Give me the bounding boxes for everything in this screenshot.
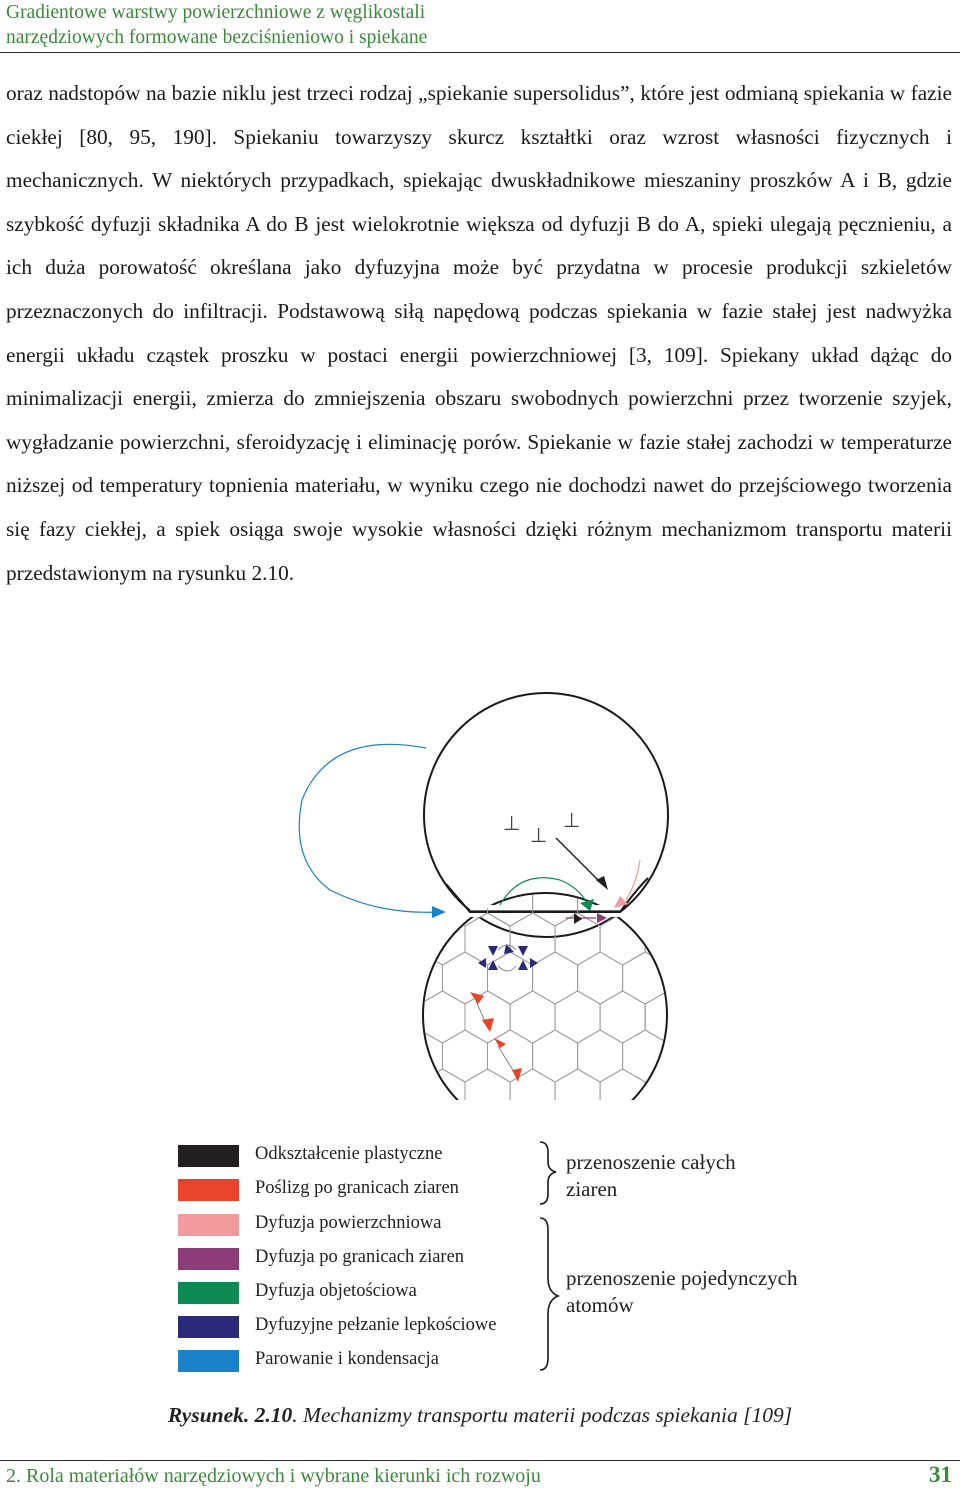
grain-cell: [668, 874, 713, 926]
body-text: [6, 72, 952, 595]
page-number: 31: [929, 1462, 952, 1487]
legend-swatch: [178, 1350, 239, 1372]
caption-prefix: Rysunek. 2.10: [167, 1403, 293, 1427]
grain-cell: [713, 952, 758, 1004]
grain-cell: [465, 913, 510, 965]
bottom-particle: [423, 893, 667, 1100]
volume-diffusion-arc: [500, 878, 588, 905]
brace-single-atoms: [540, 1218, 558, 1370]
running-footer: 2. Rola materiałów narzędziowych i wybrane kierunki ich rozwoju: [6, 1465, 541, 1487]
dislocation-symbol: ⊥: [503, 811, 521, 835]
grain-cell: [510, 913, 555, 965]
dislocation-symbol: ⊥: [530, 823, 548, 847]
grain-cell: [735, 991, 780, 1043]
legend-label: Odkształcenie plastyczne: [255, 1144, 443, 1164]
legend-label: Dyfuzja powierzchniowa: [255, 1213, 442, 1233]
dislocation-symbol: ⊥: [563, 808, 581, 832]
evaporation-arc: [299, 744, 438, 912]
grain-cell: [690, 991, 735, 1043]
caption-text: . Mechanizmy transportu materii podczas spiekania [109]: [292, 1403, 793, 1427]
legend-swatch: [178, 1282, 239, 1304]
grain-cell: [600, 1069, 645, 1100]
plastic-arrow-line: [556, 838, 602, 884]
grain-cell: [533, 952, 578, 1004]
grain-cell: [488, 952, 533, 1004]
header-line-2: narzędziowych formowane bezciśnieniowo i spiekane: [6, 27, 428, 48]
grain-cell: [420, 991, 465, 1043]
grain-cell: [533, 1030, 578, 1082]
grain-cell: [398, 874, 443, 926]
figure-caption: [0, 1403, 960, 1428]
grain-cell: [668, 952, 713, 1004]
legend-label: Parowanie i kondensacja: [255, 1349, 439, 1369]
grain-cell: [690, 1069, 735, 1100]
grain-cell: [555, 1069, 600, 1100]
grain-cell: [398, 1030, 443, 1082]
legend-swatch: [178, 1316, 239, 1338]
legend-swatch: [178, 1145, 239, 1167]
grain-cell: [668, 1030, 713, 1082]
grain-cell: [555, 991, 600, 1043]
grain-cell: [578, 952, 623, 1004]
grain-cell: [713, 874, 758, 926]
body-paragraph: oraz nadstopów na bazie niklu jest trzeci rodzaj „spiekanie supersolidus”, które jest odmianą spiekania w fazie ciekłej [80, 95, 190]. Spiekaniu towarzyszy skurcz kształtki oraz wzrost własności fizycznych i mechanicznych. W niektórych przypadkach, spiekając dwuskładnikowe mieszaniny proszków A i B, gdzie szybkość dyfuzji składnika A do B jest wielokrotnie większa od dyfuzji B do A, spieki ulegają pęcznieniu, a ich duża porowatość określana jako dyfuzyjna może być przydatna w procesie produkcji szkieletów przeznaczonych do infiltracji. Podstawową siłą napędową podczas spiekania w fazie stałej jest nadwyżka energii układu cząstek proszku w postaci energii powierzchniowej [3, 109]. Spiekany układ dążąc do minimalizacji energii, zmierza do zmniejszenia obszaru swobodnych powierzchni przez tworzenie szyjek, wygładzanie powierzchni, sferoidyzację i eliminację porów. Spiekanie w fazie stałej zachodzi w temperaturze niższej od temperatury topnienia materiału, w wyniku czego nie dochodzi nawet do przejściowego tworzenia się fazy ciekłej, a spiek osiąga swoje wysokie własności dzięki różnym mechanizmom transportu materii przedstawionym na rysunku 2.10.: [6, 81, 952, 585]
legend-label: Dyfuzyjne pełzanie lepkościowe: [255, 1315, 497, 1335]
legend-label: Poślizg po granicach ziaren: [255, 1178, 459, 1198]
grain-cell: [600, 991, 645, 1043]
grain-cell: [488, 1030, 533, 1082]
evaporation-arrowhead: [432, 906, 446, 918]
plastic-arrowhead: [596, 876, 608, 890]
legend-label: Dyfuzja objetościowa: [255, 1281, 417, 1301]
grain-cell: [735, 913, 780, 965]
grain-cell: [690, 913, 735, 965]
legend-swatch: [178, 1179, 239, 1201]
legend-label: Dyfuzja po granicach ziaren: [255, 1247, 465, 1267]
running-header: [6, 0, 956, 50]
legend-swatch: [178, 1248, 239, 1270]
legend-swatch: [178, 1214, 239, 1236]
grain-cell: [713, 1030, 758, 1082]
grain-cell: [488, 874, 533, 926]
grain-cell: [420, 913, 465, 965]
brace-whole-grains: [540, 1142, 556, 1204]
grain-cell: [735, 1069, 780, 1100]
header-rule: [0, 52, 960, 53]
footer-rule: [0, 1460, 960, 1461]
legend-braces: [520, 1138, 570, 1378]
header-line-1: Gradientowe warstwy powierzchniowe z węglikostali: [6, 2, 426, 23]
sintering-diagram: [0, 680, 960, 1100]
group-label-whole-grains: przenoszenie całych ziaren: [566, 1150, 736, 1201]
grain-cell: [465, 991, 510, 1043]
grain-cell: [578, 1030, 623, 1082]
grain-cell: [510, 991, 555, 1043]
grain-cell: [465, 1069, 510, 1100]
group-label-single-atoms: przenoszenie pojedynczych atomów: [566, 1266, 798, 1317]
grain-cell: [420, 1069, 465, 1100]
grain-cell: [443, 1030, 488, 1082]
